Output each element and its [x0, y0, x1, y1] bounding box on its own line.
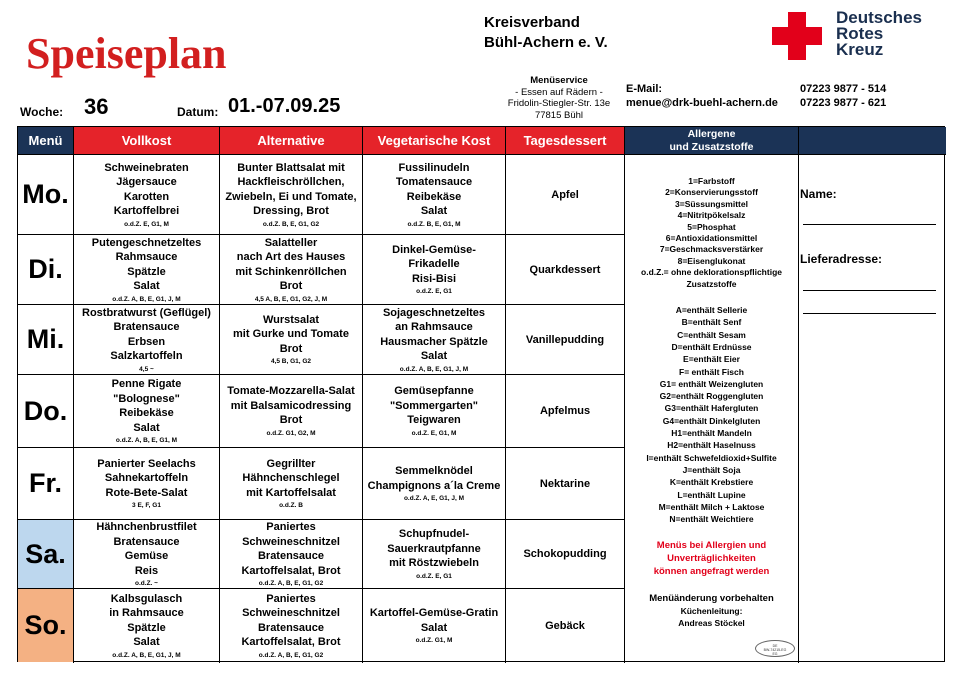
- alternative-dish: Wurstsalat mit Gurke und Tomate Brot: [233, 313, 349, 355]
- menu-table: [17, 126, 945, 662]
- vollkost-allergen-codes: 4,5 ~: [139, 365, 154, 373]
- email-address[interactable]: menue@drk-buehl-achern.de: [626, 97, 778, 109]
- column-header-vollkost: Vollkost: [74, 127, 219, 154]
- vollkost-dish: Penne Rigate "Bolognese" Reibekäse Salat: [111, 378, 182, 434]
- dessert-text: Nektarine: [539, 477, 591, 490]
- vegetarisch-allergen-codes: o.d.Z. A, E, G1, J, M: [403, 495, 465, 502]
- vollkost-dish: Kalbsgulasch in Rahmsauce Spätzle Salat: [109, 592, 184, 648]
- vegetarisch-allergen-codes: o.d.Z. E, G1: [416, 572, 452, 580]
- page-title: Speiseplan: [26, 29, 227, 78]
- alternative-dish: Salatteller nach Art des Hauses mit Schinkenröllchen Brot: [235, 236, 347, 292]
- additive-item: 1=Farbstoff: [688, 176, 735, 186]
- woche-value: 36: [84, 94, 109, 119]
- vollkost-cell: [74, 520, 219, 588]
- alternative-dish: Paniertes Schweineschnitzel Bratensauce Kartoffelsalat, Brot: [241, 521, 341, 577]
- service-subtitle: - Essen auf Rädern -: [515, 86, 603, 98]
- allergen-item: N=enthält Weichtiere: [669, 514, 754, 525]
- alternative-dish: Bunter Blattsalat mit Hackfleischröllchen, Zwiebeln, Ei und Tomate, Dressing, Brot: [225, 161, 357, 217]
- day-label: So.: [18, 589, 73, 662]
- additive-item: Zusatzstoffe: [686, 278, 737, 289]
- org-line-1: Kreisverband: [484, 14, 580, 31]
- alternative-allergen-codes: 4,5 B, G1, G2: [270, 358, 312, 366]
- vollkost-cell: [74, 155, 219, 234]
- vegetarisch-dish: Schupfnudel- Sauerkrautpfanne mit Röstzwiebeln: [387, 528, 481, 570]
- vegetarisch-dish: Fussilinudeln Tomatensauce Reibekäse Salat: [395, 161, 473, 217]
- phone-1: 07223 9877 - 514: [800, 83, 887, 95]
- vollkost-dish: Putengeschnetzeltes Rahmsauce Spätzle Salat: [91, 236, 202, 292]
- red-cross-icon: [772, 12, 822, 60]
- day-label: Sa.: [18, 520, 73, 588]
- vollkost-dish: Rostbratwurst (Geflügel) Bratensauce Erbsen Salzkartoffeln: [82, 306, 211, 362]
- dessert-cell: [506, 305, 624, 374]
- alternative-allergen-codes: o.d.Z. B: [279, 502, 303, 510]
- dessert-text: Apfel: [551, 188, 579, 201]
- vollkost-allergen-codes: o.d.Z. E, G1, M: [124, 220, 169, 228]
- vegetarisch-dish: Gemüsepfanne "Sommergarten" Teigwaren: [389, 385, 479, 427]
- allergy-notice: Menüs bei Allergien und Unverträglichkeiten können angefragt werden: [653, 540, 770, 578]
- dessert-cell: [506, 375, 624, 447]
- alternative-cell: [220, 375, 362, 447]
- vegetarisch-allergen-codes: o.d.Z. B, E, G1, M: [407, 220, 461, 228]
- address-label: Lieferadresse:: [800, 252, 883, 266]
- vollkost-cell: [74, 235, 219, 304]
- dessert-cell: [506, 520, 624, 588]
- drk-logo: [772, 8, 952, 62]
- datum-label: Datum:: [177, 105, 219, 119]
- organization-name: [484, 13, 608, 53]
- phone-2: 07223 9877 - 621: [800, 97, 887, 109]
- allergen-item: B=enthält Senf: [681, 317, 742, 328]
- eu-approval-badge: DE BW-74215-EG EG: [755, 640, 795, 657]
- column-header-blank: [799, 127, 946, 154]
- email-label: E-Mail:: [626, 83, 663, 95]
- vegetarisch-dish: Dinkel-Gemüse- Frikadelle Risi-Bisi: [392, 243, 476, 285]
- vollkost-allergen-codes: o.d.Z. ~: [135, 580, 158, 587]
- dessert-text: Quarkdessert: [529, 263, 601, 276]
- menu-change-note: Menüänderung vorbehalten Küchenleitung: Andreas Stöckel: [649, 593, 774, 629]
- allergen-panel: [625, 155, 798, 662]
- allergen-list: [625, 304, 798, 525]
- allergen-item: E=enthält Eier: [683, 354, 740, 365]
- alternative-allergen-codes: o.d.Z. G1, G2, M: [266, 429, 316, 437]
- day-label: Di.: [28, 254, 63, 284]
- vollkost-cell: [74, 589, 219, 662]
- allergen-item: H1=enthält Mandeln: [671, 428, 752, 439]
- name-label: Name:: [800, 187, 837, 201]
- alternative-dish: Tomate-Mozzarella-Salat mit Balsamicodressing Brot: [227, 385, 355, 427]
- vegetarisch-cell: [363, 305, 505, 374]
- vegetarisch-allergen-codes: o.d.Z. E, G1: [416, 288, 452, 296]
- vollkost-cell: [74, 448, 219, 519]
- alternative-dish: Paniertes Schweineschnitzel Bratensauce Kartoffelsalat, Brot: [241, 592, 341, 648]
- org-line-2: Bühl-Achern e. V.: [484, 34, 608, 51]
- name-line[interactable]: [803, 224, 936, 225]
- column-header-alternative: Alternative: [220, 127, 362, 154]
- vegetarisch-allergen-codes: o.d.Z. G1, M: [415, 637, 453, 644]
- allergen-item: G2=enthält Roggengluten: [659, 391, 764, 402]
- service-title: Menüservice: [530, 75, 588, 86]
- allergen-item: G3=enthält Hafergluten: [664, 403, 759, 414]
- additive-item: 6=Antioxidationsmittel: [665, 233, 758, 244]
- vegetarisch-dish: Sojageschnetzeltes an Rahmsauce Hausmacher Spätzle Salat: [380, 306, 488, 362]
- contact-phones: [800, 82, 886, 110]
- dessert-text: Gebäck: [545, 619, 585, 632]
- vollkost-cell: [74, 375, 219, 447]
- alternative-allergen-codes: 4,5 A, B, E, G1, G2, J, M: [254, 295, 328, 303]
- additive-item: 3=Süssungsmittel: [675, 198, 748, 209]
- contact-email: [626, 82, 778, 110]
- vegetarisch-dish: Kartoffel-Gemüse-Gratin Salat: [369, 607, 499, 634]
- day-label: Do.: [23, 395, 68, 426]
- alternative-allergen-codes: o.d.Z. B, E, G1, G2: [262, 220, 320, 228]
- additives-list: [625, 176, 798, 290]
- additive-item: 2=Konservierungsstoff: [665, 187, 758, 198]
- allergen-item: C=enthält Sesam: [677, 329, 746, 340]
- day-label: Mo.: [22, 179, 69, 209]
- service-city: 77815 Bühl: [534, 109, 584, 121]
- allergen-item: F= enthält Fisch: [679, 366, 744, 377]
- alternative-cell: [220, 305, 362, 374]
- service-address: [497, 75, 621, 121]
- vollkost-allergen-codes: o.d.Z. A, B, E, G1, M: [115, 437, 178, 444]
- alternative-allergen-codes: o.d.Z. A, B, E, G1, G2: [258, 580, 324, 587]
- allergen-item: J=enthält Soja: [682, 464, 741, 475]
- vollkost-dish: Schweinebraten Jägersauce Karotten Kartoffelbrei: [104, 161, 189, 217]
- allergen-item: K=enthält Krebstiere: [669, 477, 754, 488]
- alternative-dish: Gegrillter Hähnchenschlegel mit Kartoffelsalat: [242, 457, 340, 499]
- additive-item: 8=Eisenglukonat: [677, 255, 746, 266]
- address-line-2[interactable]: [803, 313, 936, 314]
- woche-label: Woche:: [20, 105, 64, 119]
- day-label: Mi.: [26, 324, 65, 354]
- allergen-item: G4=enthält Dinkelgluten: [662, 415, 761, 426]
- vollkost-cell: [74, 305, 219, 374]
- vegetarisch-allergen-codes: o.d.Z. E, G1, M: [411, 429, 457, 437]
- allergen-item: I=enthält Schwefeldioxid+Sulfite: [646, 452, 777, 463]
- column-header-allergene: Allergene und Zusatzstoffe: [625, 127, 798, 154]
- vollkost-dish: Panierter Seelachs Sahnekartoffeln Rote-Bete-Salat: [97, 457, 196, 499]
- alternative-cell: [220, 520, 362, 588]
- alternative-cell: [220, 235, 362, 304]
- dessert-cell: [506, 448, 624, 519]
- additive-item: o.d.Z.= ohne deklorationspflichtige: [641, 267, 782, 278]
- allergen-item: A=enthält Sellerie: [675, 305, 748, 316]
- alternative-cell: [220, 589, 362, 662]
- allergen-item: H2=enthält Haselnuss: [667, 440, 756, 451]
- logo-text: Deutsches Rotes Kreuz: [836, 8, 922, 59]
- additive-item: 5=Phosphat: [687, 221, 736, 232]
- additive-item: 4=Nitritpökelsalz: [677, 210, 746, 221]
- service-street: Fridolin-Stiegler-Str. 13e: [507, 98, 611, 109]
- vegetarisch-cell: [363, 155, 505, 234]
- alternative-allergen-codes: o.d.Z. A, B, E, G1, G2: [258, 651, 324, 659]
- vollkost-allergen-codes: o.d.Z. A, B, E, G1, J, M: [112, 295, 181, 303]
- vegetarisch-cell: [363, 589, 505, 662]
- column-header-vegetarisch: Vegetarische Kost: [363, 127, 505, 154]
- datum-value: 01.-07.09.25: [228, 95, 341, 117]
- alternative-cell: [220, 155, 362, 234]
- vegetarisch-cell: [363, 520, 505, 588]
- vegetarisch-cell: [363, 448, 505, 519]
- dessert-cell: [506, 235, 624, 304]
- dessert-cell: [506, 155, 624, 234]
- alternative-cell: [220, 448, 362, 519]
- additive-item: 7=Geschmacksverstärker: [659, 244, 764, 255]
- vegetarisch-allergen-codes: o.d.Z. A, B, E, G1, J, M: [399, 365, 469, 373]
- vegetarisch-cell: [363, 375, 505, 447]
- vollkost-allergen-codes: o.d.Z. A, B, E, G1, J, M: [112, 651, 181, 659]
- allergen-item: D=enthält Erdnüsse: [671, 341, 752, 352]
- column-header-dessert: Tagesdessert: [506, 127, 624, 154]
- dessert-text: Vanillepudding: [525, 333, 605, 346]
- allergen-item: M=enthält Milch + Laktose: [658, 501, 765, 512]
- column-header-menu: Menü: [18, 127, 73, 154]
- day-label: Fr.: [28, 468, 62, 498]
- dessert-text: Schokopudding: [523, 548, 607, 560]
- dessert-cell: [506, 589, 624, 662]
- vegetarisch-dish: Semmelknödel Champignons a´la Creme: [367, 465, 501, 492]
- vollkost-dish: Hähnchenbrustfilet Bratensauce Gemüse Reis: [96, 521, 197, 577]
- vegetarisch-cell: [363, 235, 505, 304]
- dessert-text: Apfelmus: [539, 405, 591, 417]
- address-line-1[interactable]: [803, 290, 936, 291]
- allergen-item: L=enthält Lupine: [677, 489, 746, 500]
- allergen-item: G1= enthält Weizengluten: [659, 378, 764, 389]
- vollkost-allergen-codes: 3 E, F, G1: [132, 502, 161, 510]
